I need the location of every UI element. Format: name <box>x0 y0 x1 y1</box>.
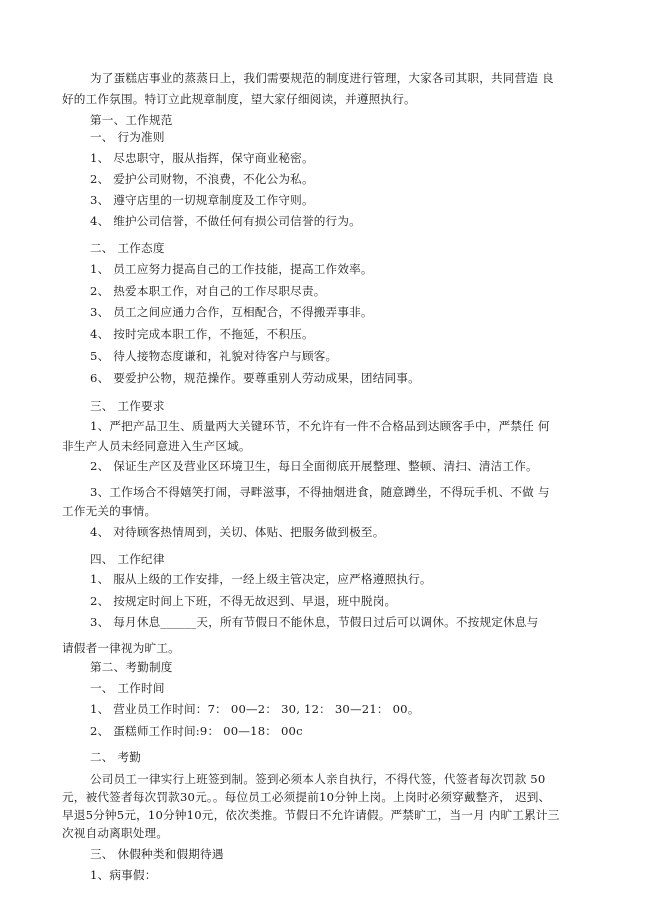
paragraph-line: 元，被代签者每次罚款30元。。每位员工必须提前10分钟上岗。上岗时必须穿戴整齐， 迟到、 <box>62 790 551 804</box>
list-item: 4、 按时完成本职工作，不拖延，不积压。 <box>90 327 314 341</box>
list-item: 3、 员工之间应通力合作，互相配合，不得搬弄事非。 <box>90 305 373 319</box>
list-item-continued: 非生产人员未经同意进入生产区域。 <box>62 439 251 453</box>
subsection-heading: 一、 行为准则 <box>90 130 165 144</box>
list-item: 3、 遵守店里的一切规章制度及工作守则。 <box>90 193 314 207</box>
subsection-heading: 三、 工作要求 <box>90 399 165 413</box>
list-item: 3、工作场合不得嬉笑打闹，寻畔滋事，不得抽烟进食，随意蹲坐，不得玩手机、不做 与 <box>90 485 550 499</box>
list-item: 2、 按规定时间上下班，不得无故迟到、早退，班中脱岗。 <box>90 594 397 608</box>
list-item: 2、 蛋糕师工作时间:9： 00—18： 00c <box>90 724 303 738</box>
subsection-heading: 一、 工作时间 <box>90 681 165 695</box>
subsection-heading: 二、 考勤 <box>90 750 142 764</box>
subsection-heading: 三、 休假种类和假期待遇 <box>90 847 224 861</box>
list-item: 6、 要爱护公物，规范操作。要尊重别人劳动成果，团结同事。 <box>90 371 420 385</box>
list-item: 1、 尽忠职守，服从指挥，保守商业秘密。 <box>90 151 314 165</box>
subsection-heading: 四、 工作纪律 <box>90 552 165 566</box>
list-item: 1、 营业员工作时间：7： 00—2： 30, 12： 30—21： 00。 <box>90 702 420 716</box>
list-item-continued: 请假者一律视为旷工。 <box>62 641 180 655</box>
list-item: 1、 服从上级的工作安排，一经上级主管决定，应严格遵照执行。 <box>90 572 432 586</box>
subsection-heading: 二、 工作态度 <box>90 241 165 255</box>
list-item: 1、病事假： <box>90 868 157 882</box>
list-item: 4、 对待顾客热情周到，关切、体贴、把服务做到极至。 <box>90 525 385 539</box>
list-item: 2、 热爱本职工作，对自己的工作尽职尽责。 <box>90 284 326 298</box>
list-item: 2、 保证生产区及营业区环境卫生，每日全面彻底开展整理、整顿、清扫、清洁工作。 <box>90 459 538 473</box>
paragraph-line: 次视自动离职处理。 <box>62 826 169 840</box>
paragraph-line: 早退5分钟5元，10分钟10元，依次类推。节假日不允许请假。严禁旷工，当一月 内旷工累计三 <box>62 808 560 822</box>
list-item: 4、 维护公司信誉，不做任何有损公司信誉的行为。 <box>90 214 361 228</box>
paragraph-line: 公司员工一律实行上班签到制。签到必须本人亲自执行，不得代签，代签者每次罚款 50 <box>90 772 546 786</box>
section-heading: 第一、工作规范 <box>90 113 173 127</box>
list-item: 3、 每月休息______天，所有节假日不能休息，节假日过后可以调休。不按规定休息与 <box>90 615 539 629</box>
list-item: 5、 待人接物态度谦和，礼貌对待客户与顾客。 <box>90 349 338 363</box>
intro-line-1: 为了蛋糕店事业的蒸蒸日上，我们需要规范的制度进行管理，大家各司其职，共同营造 良 <box>90 71 554 85</box>
list-item: 1、严把产品卫生、质量两大关键环节，不允许有一件不合格品到达顾客手中，严禁任 何 <box>90 419 550 433</box>
list-item: 1、 员工应努力提高自己的工作技能，提高工作效率。 <box>90 262 373 276</box>
intro-line-2: 好的工作氛围。特订立此规章制度，望大家仔细阅读，并遵照执行。 <box>62 92 416 106</box>
section-heading: 第二、考勤制度 <box>90 660 173 674</box>
list-item: 2、 爱护公司财物，不浪费，不化公为私。 <box>90 172 314 186</box>
list-item-continued: 工作无关的事情。 <box>62 504 157 518</box>
